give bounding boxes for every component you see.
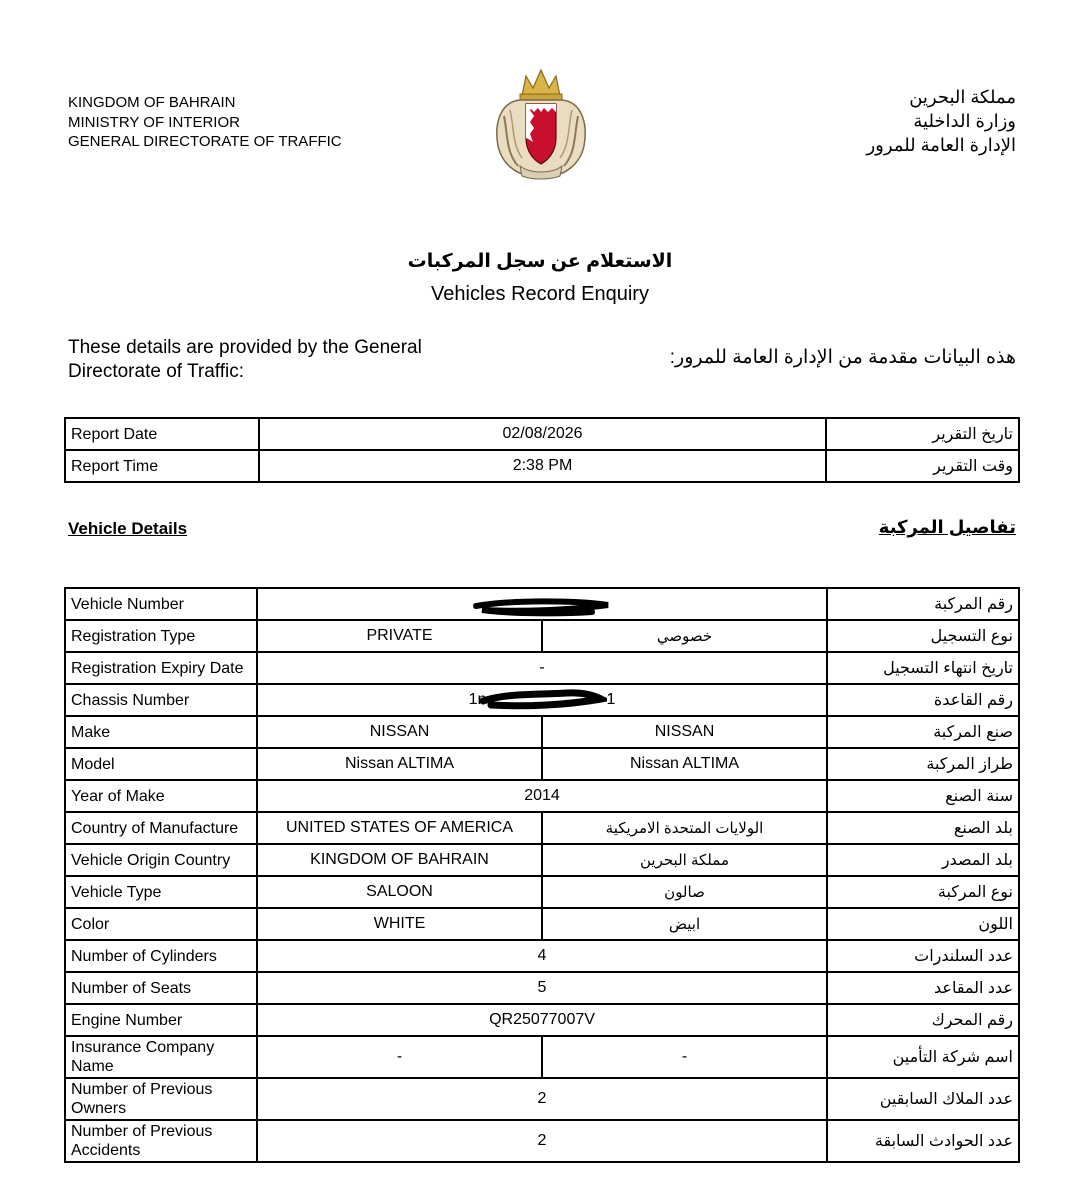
registration-type-value: PRIVATE xyxy=(257,620,542,652)
origin-country-label: Vehicle Origin Country xyxy=(65,844,257,876)
previous-accidents-label-ar: عدد الحوادث السابقة xyxy=(827,1120,1019,1162)
table-row xyxy=(65,748,1019,780)
header-ar-kingdom: مملكة البحرين xyxy=(909,87,1016,107)
country-of-manufacture-value-ar: الولايات المتحدة الامريكية xyxy=(542,812,827,844)
intro-text-english: These details are provided by the General Directorate of Traffic: xyxy=(68,337,422,382)
table-row xyxy=(65,1078,1019,1120)
page-title-arabic: الاستعلام عن سجل المركبات xyxy=(407,251,673,272)
header-english xyxy=(68,93,342,152)
country-of-manufacture-value: UNITED STATES OF AMERICA xyxy=(257,812,542,844)
table-row xyxy=(65,684,1019,716)
redacted-value: 1n 1 xyxy=(469,691,616,709)
color-label-ar: اللون xyxy=(827,908,1019,940)
table-row xyxy=(65,844,1019,876)
header-en-directorate: GENERAL DIRECTORATE OF TRAFFIC xyxy=(68,133,342,150)
report-time-label-ar: وقت التقرير xyxy=(826,450,1019,482)
registration-expiry-value: - xyxy=(257,652,827,684)
registration-expiry-label-ar: تاريخ انتهاء التسجيل xyxy=(827,652,1019,684)
seats-label: Number of Seats xyxy=(65,972,257,1004)
model-value: Nissan ALTIMA xyxy=(257,748,542,780)
make-value-ar: NISSAN xyxy=(542,716,827,748)
table-row xyxy=(65,620,1019,652)
registration-expiry-label: Registration Expiry Date xyxy=(65,652,257,684)
intro-text-arabic: هذه البيانات مقدمة من الإدارة العامة للمرور: xyxy=(669,347,1016,368)
chassis-number-label-ar: رقم القاعدة xyxy=(827,684,1019,716)
vehicle-type-label-ar: نوع المركبة xyxy=(827,876,1019,908)
engine-number-label: Engine Number xyxy=(65,1004,257,1036)
cylinders-label-ar: عدد السلندرات xyxy=(827,940,1019,972)
vehicle-type-label: Vehicle Type xyxy=(65,876,257,908)
country-of-manufacture-label-ar: بلد الصنع xyxy=(827,812,1019,844)
vehicle-number-value xyxy=(257,588,827,620)
model-label-ar: طراز المركبة xyxy=(827,748,1019,780)
engine-number-label-ar: رقم المحرك xyxy=(827,1004,1019,1036)
year-of-make-label: Year of Make xyxy=(65,780,257,812)
chassis-number-value xyxy=(257,684,827,716)
header-ar-ministry: وزارة الداخلية xyxy=(913,111,1016,131)
previous-owners-label-ar: عدد الملاك السابقين xyxy=(827,1078,1019,1120)
header-en-kingdom: KINGDOM OF BAHRAIN xyxy=(68,94,236,111)
redaction-scribble-icon xyxy=(472,598,612,618)
report-table xyxy=(64,417,1020,483)
table-row xyxy=(65,716,1019,748)
make-value: NISSAN xyxy=(257,716,542,748)
origin-country-value-ar: مملكة البحرين xyxy=(542,844,827,876)
insurance-company-label-ar: اسم شركة التأمين xyxy=(827,1036,1019,1078)
table-row xyxy=(65,1004,1019,1036)
table-row xyxy=(65,972,1019,1004)
vehicle-type-value: SALOON xyxy=(257,876,542,908)
report-time-value: 2:38 PM xyxy=(259,450,826,482)
table-row xyxy=(65,652,1019,684)
cylinders-value: 4 xyxy=(257,940,827,972)
chassis-number-label: Chassis Number xyxy=(65,684,257,716)
report-date-value: 02/08/2026 xyxy=(259,418,826,450)
year-of-make-value: 2014 xyxy=(257,780,827,812)
report-date-label: Report Date xyxy=(65,418,259,450)
engine-number-value: QR25077007V xyxy=(257,1004,827,1036)
header-ar-directorate: الإدارة العامة للمرور xyxy=(866,135,1016,155)
color-value-ar: ابيض xyxy=(542,908,827,940)
country-of-manufacture-label: Country of Manufacture xyxy=(65,812,257,844)
registration-type-value-ar: خصوصي xyxy=(542,620,827,652)
model-label: Model xyxy=(65,748,257,780)
previous-owners-value: 2 xyxy=(257,1078,827,1120)
report-time-label: Report Time xyxy=(65,450,259,482)
seats-value: 5 xyxy=(257,972,827,1004)
vehicle-type-value-ar: صالون xyxy=(542,876,827,908)
table-row xyxy=(65,450,1019,482)
bahrain-coat-of-arms-icon xyxy=(490,66,592,182)
cylinders-label: Number of Cylinders xyxy=(65,940,257,972)
redaction-scribble-icon xyxy=(477,689,607,711)
insurance-company-label: Insurance Company Name xyxy=(65,1036,257,1078)
color-value: WHITE xyxy=(257,908,542,940)
table-row xyxy=(65,780,1019,812)
table-row xyxy=(65,908,1019,940)
table-row xyxy=(65,418,1019,450)
header-en-ministry: MINISTRY OF INTERIOR xyxy=(68,113,240,131)
registration-type-label: Registration Type xyxy=(65,620,257,652)
section-heading: Vehicle Details xyxy=(68,519,188,538)
table-row xyxy=(65,876,1019,908)
year-of-make-label-ar: سنة الصنع xyxy=(827,780,1019,812)
table-row xyxy=(65,588,1019,620)
color-label: Color xyxy=(65,908,257,940)
previous-accidents-label: Number of Previous Accidents xyxy=(65,1120,257,1162)
vehicle-number-label-ar: رقم المركبة xyxy=(827,588,1019,620)
make-label-ar: صنع المركبة xyxy=(827,716,1019,748)
insurance-company-value-ar: - xyxy=(542,1036,827,1078)
make-label: Make xyxy=(65,716,257,748)
origin-country-value: KINGDOM OF BAHRAIN xyxy=(257,844,542,876)
table-row xyxy=(65,1120,1019,1162)
table-row xyxy=(65,812,1019,844)
vehicle-number-label: Vehicle Number xyxy=(65,588,257,620)
table-row xyxy=(65,1036,1019,1078)
header-arabic xyxy=(866,85,1016,157)
registration-type-label-ar: نوع التسجيل xyxy=(827,620,1019,652)
table-row xyxy=(65,940,1019,972)
model-value-ar: Nissan ALTIMA xyxy=(542,748,827,780)
section-heading-arabic: تفاصيل المركبة xyxy=(878,517,1016,537)
page-title: Vehicles Record Enquiry xyxy=(431,283,649,305)
insurance-company-value: - xyxy=(257,1036,542,1078)
seats-label-ar: عدد المقاعد xyxy=(827,972,1019,1004)
report-date-label-ar: تاريخ التقرير xyxy=(826,418,1019,450)
origin-country-label-ar: بلد المصدر xyxy=(827,844,1019,876)
previous-accidents-value: 2 xyxy=(257,1120,827,1162)
previous-owners-label: Number of Previous Owners xyxy=(65,1078,257,1120)
vehicle-details-table xyxy=(64,587,1020,1163)
